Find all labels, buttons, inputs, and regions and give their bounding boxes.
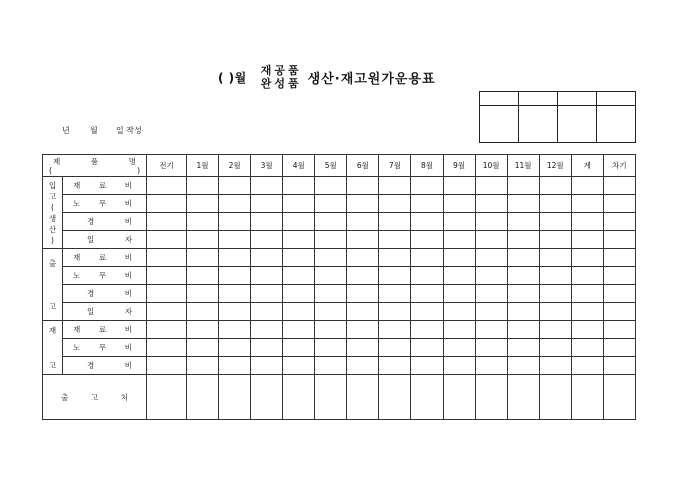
- data-cell[interactable]: [315, 357, 347, 375]
- data-cell[interactable]: [603, 321, 635, 339]
- data-cell[interactable]: [571, 303, 603, 321]
- data-cell[interactable]: [603, 231, 635, 249]
- data-cell[interactable]: [443, 339, 475, 357]
- data-cell[interactable]: [379, 375, 411, 420]
- title-main: 생산·재고원가운용표: [307, 71, 436, 87]
- data-cell[interactable]: [283, 285, 315, 303]
- data-cell[interactable]: [283, 177, 315, 195]
- data-cell[interactable]: [219, 357, 251, 375]
- col-header: 차기: [603, 155, 635, 177]
- data-cell[interactable]: [571, 321, 603, 339]
- data-cell[interactable]: [283, 339, 315, 357]
- data-cell[interactable]: [251, 249, 283, 267]
- data-cell[interactable]: [147, 357, 187, 375]
- data-cell[interactable]: [283, 303, 315, 321]
- data-cell[interactable]: [603, 213, 635, 231]
- data-cell[interactable]: [571, 375, 603, 420]
- data-cell[interactable]: [187, 231, 219, 249]
- data-cell[interactable]: [411, 195, 443, 213]
- row-label: 경 비: [63, 285, 147, 303]
- data-cell[interactable]: [603, 357, 635, 375]
- col-header: 1월: [187, 155, 219, 177]
- data-cell[interactable]: [411, 321, 443, 339]
- data-cell[interactable]: [147, 339, 187, 357]
- row-label: 노 무 비: [63, 195, 147, 213]
- row-label: 재 료 비: [63, 249, 147, 267]
- data-cell[interactable]: [147, 249, 187, 267]
- row-label: 경 비: [63, 213, 147, 231]
- data-cell[interactable]: [475, 177, 507, 195]
- data-cell[interactable]: [411, 213, 443, 231]
- data-cell[interactable]: [251, 375, 283, 420]
- data-cell[interactable]: [315, 303, 347, 321]
- data-cell[interactable]: [539, 195, 571, 213]
- data-cell[interactable]: [475, 357, 507, 375]
- header-char: 명: [128, 156, 136, 166]
- table-header-row: [43, 155, 636, 177]
- title-stack: [261, 64, 302, 90]
- data-cell[interactable]: [475, 195, 507, 213]
- data-cell[interactable]: [411, 177, 443, 195]
- data-cell[interactable]: [379, 303, 411, 321]
- date-month: 월: [90, 126, 98, 135]
- header-char: 품: [90, 156, 99, 166]
- data-cell[interactable]: [187, 303, 219, 321]
- data-cell[interactable]: [315, 249, 347, 267]
- product-name-header: [43, 155, 147, 177]
- data-cell[interactable]: [539, 321, 571, 339]
- data-cell[interactable]: [147, 285, 187, 303]
- approval-cell: [558, 92, 597, 106]
- data-cell[interactable]: [507, 303, 539, 321]
- data-cell[interactable]: [147, 213, 187, 231]
- data-cell[interactable]: [147, 303, 187, 321]
- data-cell[interactable]: [411, 267, 443, 285]
- data-cell[interactable]: [251, 231, 283, 249]
- title-month: ( )월: [218, 70, 247, 85]
- table-row: [43, 177, 636, 195]
- data-cell[interactable]: [251, 177, 283, 195]
- col-header: 계: [571, 155, 603, 177]
- header-char: 제: [53, 156, 61, 166]
- data-cell[interactable]: [315, 195, 347, 213]
- data-cell[interactable]: [187, 267, 219, 285]
- data-cell[interactable]: [187, 357, 219, 375]
- data-cell[interactable]: [507, 339, 539, 357]
- data-cell[interactable]: [147, 177, 187, 195]
- data-cell[interactable]: [219, 213, 251, 231]
- approval-cell: [480, 106, 519, 143]
- table-row: [43, 339, 636, 357]
- data-cell[interactable]: [507, 213, 539, 231]
- data-cell[interactable]: [347, 267, 379, 285]
- data-cell[interactable]: [187, 177, 219, 195]
- table-row: [43, 195, 636, 213]
- data-cell[interactable]: [283, 231, 315, 249]
- data-cell[interactable]: [379, 321, 411, 339]
- data-cell[interactable]: [507, 357, 539, 375]
- col-header: 11월: [507, 155, 539, 177]
- data-cell[interactable]: [539, 267, 571, 285]
- data-cell[interactable]: [539, 339, 571, 357]
- data-cell[interactable]: [315, 375, 347, 420]
- data-cell[interactable]: [283, 321, 315, 339]
- group-label-text: 출 고: [48, 258, 57, 311]
- data-cell[interactable]: [539, 249, 571, 267]
- approval-cell: [519, 92, 558, 106]
- data-cell[interactable]: [283, 375, 315, 420]
- data-cell[interactable]: [283, 357, 315, 375]
- data-cell[interactable]: [507, 231, 539, 249]
- data-cell[interactable]: [219, 375, 251, 420]
- data-cell[interactable]: [379, 231, 411, 249]
- data-cell[interactable]: [147, 375, 187, 420]
- approval-cell: [597, 106, 636, 143]
- data-cell[interactable]: [411, 375, 443, 420]
- data-cell[interactable]: [443, 321, 475, 339]
- group-label: [43, 177, 63, 249]
- data-cell[interactable]: [443, 231, 475, 249]
- data-cell[interactable]: [539, 213, 571, 231]
- data-cell[interactable]: [219, 231, 251, 249]
- data-cell[interactable]: [475, 249, 507, 267]
- data-cell[interactable]: [251, 321, 283, 339]
- data-cell[interactable]: [315, 177, 347, 195]
- data-cell[interactable]: [147, 267, 187, 285]
- data-cell[interactable]: [411, 231, 443, 249]
- data-cell[interactable]: [411, 249, 443, 267]
- data-cell[interactable]: [603, 177, 635, 195]
- data-cell[interactable]: [411, 357, 443, 375]
- table-row: [43, 357, 636, 375]
- data-cell[interactable]: [603, 285, 635, 303]
- data-cell[interactable]: [187, 195, 219, 213]
- cost-table: [42, 154, 636, 420]
- data-cell[interactable]: [347, 357, 379, 375]
- group-label: [43, 249, 63, 321]
- data-cell[interactable]: [347, 303, 379, 321]
- data-cell[interactable]: [411, 339, 443, 357]
- destination-label: 출 고 처: [43, 375, 147, 420]
- table-body: [43, 177, 636, 420]
- data-cell[interactable]: [347, 231, 379, 249]
- data-cell[interactable]: [187, 339, 219, 357]
- data-cell[interactable]: [219, 267, 251, 285]
- data-cell[interactable]: [443, 177, 475, 195]
- data-cell[interactable]: [347, 285, 379, 303]
- approval-cell: [558, 106, 597, 143]
- data-cell[interactable]: [443, 285, 475, 303]
- data-cell[interactable]: [475, 339, 507, 357]
- data-cell[interactable]: [379, 285, 411, 303]
- data-cell[interactable]: [539, 357, 571, 375]
- data-cell[interactable]: [379, 267, 411, 285]
- data-cell[interactable]: [603, 249, 635, 267]
- col-header: 6월: [347, 155, 379, 177]
- data-cell[interactable]: [603, 195, 635, 213]
- col-header: 전기: [147, 155, 187, 177]
- data-cell[interactable]: [475, 285, 507, 303]
- data-cell[interactable]: [475, 321, 507, 339]
- data-cell[interactable]: [443, 303, 475, 321]
- date-day: 일 작성: [116, 126, 142, 135]
- data-cell[interactable]: [443, 213, 475, 231]
- data-cell[interactable]: [411, 303, 443, 321]
- header-paren: ): [137, 165, 140, 175]
- data-cell[interactable]: [315, 285, 347, 303]
- group-label-text: 재 고: [48, 325, 57, 370]
- data-cell[interactable]: [507, 177, 539, 195]
- data-cell[interactable]: [219, 321, 251, 339]
- col-header: 4월: [283, 155, 315, 177]
- data-cell[interactable]: [347, 195, 379, 213]
- destination-row: [43, 375, 636, 420]
- col-header: 7월: [379, 155, 411, 177]
- data-cell[interactable]: [187, 213, 219, 231]
- data-cell[interactable]: [603, 267, 635, 285]
- data-cell[interactable]: [251, 213, 283, 231]
- data-cell[interactable]: [507, 285, 539, 303]
- data-cell[interactable]: [571, 249, 603, 267]
- data-cell[interactable]: [379, 213, 411, 231]
- group-label-text: 입 고 ( 생 산 ): [48, 180, 57, 245]
- data-cell[interactable]: [475, 375, 507, 420]
- data-cell[interactable]: [507, 375, 539, 420]
- approval-cell: [519, 106, 558, 143]
- data-cell[interactable]: [507, 267, 539, 285]
- data-cell[interactable]: [411, 285, 443, 303]
- data-cell[interactable]: [443, 267, 475, 285]
- data-cell[interactable]: [187, 285, 219, 303]
- data-cell[interactable]: [347, 321, 379, 339]
- row-label: 재 료 비: [63, 177, 147, 195]
- data-cell[interactable]: [283, 249, 315, 267]
- data-cell[interactable]: [571, 213, 603, 231]
- data-cell[interactable]: [571, 285, 603, 303]
- data-cell[interactable]: [347, 249, 379, 267]
- data-cell[interactable]: [315, 267, 347, 285]
- data-cell[interactable]: [539, 231, 571, 249]
- data-cell[interactable]: [571, 195, 603, 213]
- approval-cell: [597, 92, 636, 106]
- col-header: 2월: [219, 155, 251, 177]
- data-cell[interactable]: [571, 267, 603, 285]
- data-cell[interactable]: [539, 375, 571, 420]
- data-cell[interactable]: [315, 213, 347, 231]
- data-cell[interactable]: [379, 339, 411, 357]
- data-cell[interactable]: [347, 339, 379, 357]
- data-cell[interactable]: [475, 231, 507, 249]
- data-cell[interactable]: [475, 213, 507, 231]
- data-cell[interactable]: [571, 231, 603, 249]
- data-cell[interactable]: [315, 339, 347, 357]
- data-cell[interactable]: [347, 213, 379, 231]
- data-cell[interactable]: [219, 285, 251, 303]
- approval-cell: [480, 92, 519, 106]
- data-cell[interactable]: [571, 339, 603, 357]
- data-cell[interactable]: [571, 177, 603, 195]
- data-cell[interactable]: [507, 249, 539, 267]
- group-label: [43, 321, 63, 375]
- col-header: 5월: [315, 155, 347, 177]
- table-row: [43, 285, 636, 303]
- data-cell[interactable]: [283, 195, 315, 213]
- data-cell[interactable]: [147, 195, 187, 213]
- data-cell[interactable]: [379, 357, 411, 375]
- date-year: 년: [62, 126, 70, 135]
- data-cell[interactable]: [251, 303, 283, 321]
- data-cell[interactable]: [251, 285, 283, 303]
- table-row: [43, 303, 636, 321]
- data-cell[interactable]: [443, 249, 475, 267]
- table-row: [43, 267, 636, 285]
- data-cell[interactable]: [187, 321, 219, 339]
- data-cell[interactable]: [187, 249, 219, 267]
- data-cell[interactable]: [347, 177, 379, 195]
- form-title: [218, 63, 436, 91]
- data-cell[interactable]: [443, 357, 475, 375]
- data-cell[interactable]: [219, 195, 251, 213]
- data-cell[interactable]: [379, 177, 411, 195]
- data-cell[interactable]: [251, 357, 283, 375]
- date-line: [62, 125, 142, 136]
- data-cell[interactable]: [219, 339, 251, 357]
- data-cell[interactable]: [507, 321, 539, 339]
- data-cell[interactable]: [475, 303, 507, 321]
- data-cell[interactable]: [443, 375, 475, 420]
- data-cell[interactable]: [507, 195, 539, 213]
- data-cell[interactable]: [571, 357, 603, 375]
- row-label: 일 자: [63, 303, 147, 321]
- title-stack-top: 재공품: [260, 64, 302, 77]
- data-cell[interactable]: [147, 321, 187, 339]
- data-cell[interactable]: [539, 177, 571, 195]
- data-cell[interactable]: [219, 249, 251, 267]
- table-row: [43, 213, 636, 231]
- data-cell[interactable]: [379, 195, 411, 213]
- data-cell[interactable]: [379, 249, 411, 267]
- col-header: 3월: [251, 155, 283, 177]
- approval-box: [479, 91, 636, 143]
- col-header: 9월: [443, 155, 475, 177]
- data-cell[interactable]: [539, 285, 571, 303]
- data-cell[interactable]: [315, 231, 347, 249]
- data-cell[interactable]: [443, 195, 475, 213]
- data-cell[interactable]: [347, 375, 379, 420]
- data-cell[interactable]: [539, 303, 571, 321]
- data-cell[interactable]: [283, 267, 315, 285]
- data-cell[interactable]: [251, 339, 283, 357]
- data-cell[interactable]: [603, 375, 635, 420]
- data-cell[interactable]: [283, 213, 315, 231]
- data-cell[interactable]: [603, 339, 635, 357]
- row-label: 노 무 비: [63, 339, 147, 357]
- data-cell[interactable]: [475, 267, 507, 285]
- row-label: 경 비: [63, 357, 147, 375]
- table-row: [43, 249, 636, 267]
- col-header: 12월: [539, 155, 571, 177]
- data-cell[interactable]: [603, 303, 635, 321]
- data-cell[interactable]: [219, 303, 251, 321]
- data-cell[interactable]: [315, 321, 347, 339]
- table-row: [43, 321, 636, 339]
- data-cell[interactable]: [251, 195, 283, 213]
- data-cell[interactable]: [219, 177, 251, 195]
- col-header: 10월: [475, 155, 507, 177]
- header-paren: (: [49, 165, 52, 175]
- row-label: 노 무 비: [63, 267, 147, 285]
- row-label: 일 자: [63, 231, 147, 249]
- row-label: 재 료 비: [63, 321, 147, 339]
- col-header: 8월: [411, 155, 443, 177]
- data-cell[interactable]: [147, 231, 187, 249]
- title-stack-bottom: 완성품: [260, 77, 302, 90]
- data-cell[interactable]: [187, 375, 219, 420]
- table-row: [43, 231, 636, 249]
- data-cell[interactable]: [251, 267, 283, 285]
